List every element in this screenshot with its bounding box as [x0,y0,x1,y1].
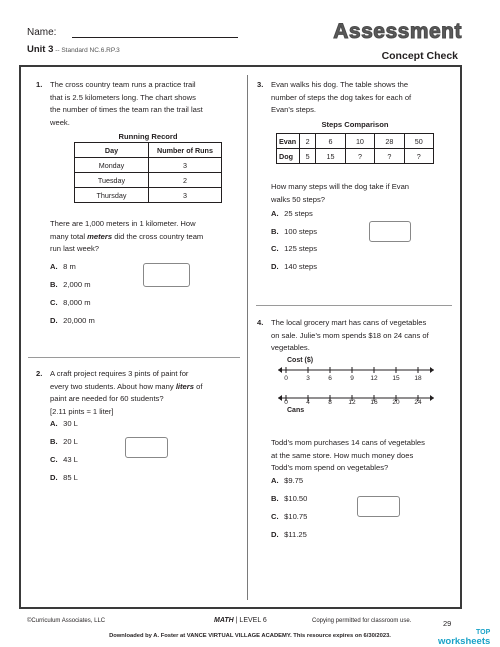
table-cell: 2 [149,173,222,188]
option-letter: C. [271,244,279,253]
option-text: $10.75 [284,512,308,521]
q2-answer-box[interactable] [125,437,168,458]
q3-line: Evan walks his dog. The table shows the [271,80,409,89]
cost-axis-label: Cost ($) [287,357,314,364]
right-separator [256,305,452,306]
table-row-header: Evan [277,134,300,149]
q3-option-c[interactable] [271,244,317,253]
tick-label: 3 [306,375,310,382]
q1-prompt-line [50,231,246,244]
name-label: Name: [27,27,57,38]
q4-option-c[interactable] [271,512,307,521]
column-divider [247,75,248,600]
q1-answer-box[interactable] [143,263,190,287]
logo-bottom: worksheets [438,636,491,647]
option-letter: B. [271,227,279,236]
tick-label: 16 [370,399,378,406]
option-text: 85 L [63,473,78,482]
cans-number-line [276,392,436,404]
tick-label: 4 [306,399,310,406]
table-cell: 3 [149,158,222,173]
unit-label: Unit 3 [27,44,54,55]
subject-label: MATH [214,617,234,624]
q4-option-a[interactable] [271,476,303,485]
q1-line: The cross country team runs a practice trail [50,80,196,89]
table-cell: 10 [345,134,374,149]
tick-label: 15 [392,375,400,382]
option-letter: B. [50,280,58,289]
q1-line: that is 2.5 kilometers long. The chart shows [50,92,196,102]
q1-prompt-line: run last week? [50,244,99,253]
running-record-title: Running Record [118,132,178,141]
option-text: 8 m [63,262,76,271]
option-text: 30 L [63,419,78,428]
arrow-head [278,367,282,373]
question-1-number: 1. [36,80,43,89]
option-letter: A. [50,262,58,271]
table-row [277,149,434,164]
table-cell: 2 [300,134,316,149]
name-input-line[interactable] [72,37,238,38]
assessment-title: Assessment [333,20,462,43]
q2-emphasis: liters [175,381,194,391]
tick-label: 0 [284,375,288,382]
q2-option-a[interactable] [50,419,78,428]
option-text: 20 L [63,437,78,446]
option-letter: D. [50,316,58,325]
q4-line: The local grocery mart has cans of vegetables [271,318,427,327]
q4-line: on sale. Julie’s mom spends $18 on 24 cans of [271,330,429,340]
q3-question-line: How many steps will the dog take if Evan [271,182,410,191]
table-cell: ? [404,149,433,164]
logo-top: TOP [476,629,491,636]
table-cell: Thursday [75,188,149,203]
option-letter: D. [271,262,279,271]
q2-line: [2.11 pints ≈ 1 liter] [50,406,114,416]
option-letter: C. [50,298,58,307]
running-record-table [74,142,222,203]
option-letter: D. [271,530,279,539]
page-number: 29 [443,619,452,628]
table-row-header: Dog [277,149,300,164]
option-text: $11.25 [284,530,307,539]
q3-line: number of steps the dog takes for each of [271,92,412,102]
q3-question [271,181,461,206]
steps-comparison-title: Steps Comparison [321,120,389,129]
table-row [75,158,222,173]
table-cell: 15 [316,149,345,164]
option-letter: D. [50,473,58,482]
question-4-number: 4. [257,318,264,327]
option-text: 140 steps [284,262,318,271]
arrow-head [278,395,282,401]
q3-option-b[interactable] [271,227,317,236]
tick-label: 9 [350,375,354,382]
option-text: 125 steps [284,244,318,253]
q4-question-line: Todd’s mom spend on vegetables? [271,463,389,472]
q1-line: week. [50,117,70,127]
table-cell: ? [375,149,404,164]
q2-option-c[interactable] [50,455,78,464]
option-letter: C. [50,455,58,464]
q1-prompt [50,218,246,256]
q1-line: the number of times the team ran the trail last [50,105,203,114]
table-cell: 28 [375,134,404,149]
question-2 [36,368,246,418]
q1-option-a[interactable] [50,262,76,271]
q2-option-b[interactable] [50,437,78,446]
tick-label: 24 [414,399,422,406]
q2-line: paint are needed for 60 students? [50,394,164,403]
cans-axis-label: Cans [287,407,305,414]
tick-label: 12 [348,399,356,406]
arrow-head [430,367,434,373]
option-text: 20,000 m [63,316,95,325]
option-text: 100 steps [284,227,318,236]
level-label: | LEVEL 6 [235,617,267,624]
q4-question [271,437,461,475]
steps-comparison-table [276,133,434,164]
q1-option-c[interactable] [50,298,91,307]
option-text: 8,000 m [63,298,91,307]
q1-prompt-line: There are 1,000 meters in 1 kilometer. How [50,219,196,228]
tick-label: 8 [328,399,332,406]
table-cell: ? [345,149,374,164]
q3-option-a[interactable] [271,209,313,218]
option-letter: B. [271,494,279,503]
question-3-number: 3. [257,80,264,89]
table-header: Day [75,143,149,158]
option-letter: A. [50,419,58,428]
cost-number-line [276,364,436,376]
arrow-head [430,395,434,401]
q1-option-b[interactable] [50,280,91,289]
q3-line: Evan’s steps. [271,105,317,114]
q2-line-part: of [196,381,203,391]
q2-line-part: every two students. About how many [50,381,174,391]
tick-label: 0 [284,399,288,406]
left-separator [28,357,240,358]
table-cell: 6 [316,134,345,149]
option-letter: C. [271,512,279,521]
q4-option-d[interactable] [271,530,307,539]
q2-line [50,381,246,394]
q4-answer-box[interactable] [357,496,400,517]
tick-label: 18 [414,375,422,382]
option-text: 2,000 m [63,280,91,289]
q4-question-line: at the same store. How much money does [271,450,414,460]
option-letter: B. [50,437,58,446]
option-text: $10.50 [284,494,308,503]
assessment-badge [333,20,462,44]
q1-option-d[interactable] [50,316,95,325]
table-cell: 50 [404,134,433,149]
option-letter: A. [271,209,279,218]
table-header: Number of Runs [149,143,222,158]
table-row [277,134,434,149]
q1-prompt-part: many total [50,231,86,241]
subject-level [214,617,267,624]
table-cell: Tuesday [75,173,149,188]
q3-question-line: walks 50 steps? [271,194,326,204]
table-cell: Monday [75,158,149,173]
question-3 [257,79,457,117]
question-4 [257,317,461,355]
option-letter: A. [271,476,279,485]
q3-answer-box[interactable] [369,221,411,242]
option-text: 25 steps [284,209,313,218]
q1-prompt-emphasis: meters [87,231,113,241]
table-row [75,173,222,188]
copyright-text: ©Curriculum Associates, LLC [27,618,106,624]
q2-line: A craft project requires 3 pints of paint for [50,369,189,378]
download-notice: Downloaded by A. Foster at VANCE VIRTUAL VILLAGE ACADEMY. This resource expires on 6/30/2023. [109,633,391,639]
q1-prompt-part: did the cross country team [114,231,204,241]
question-1 [36,79,246,129]
tick-label: 12 [370,375,378,382]
tick-label: 6 [328,375,332,382]
topworksheets-logo [438,628,490,646]
q4-line: vegetables. [271,343,310,352]
standard-code: -- Standard NC.6.RP.3 [53,47,120,54]
q2-option-d[interactable] [50,473,78,482]
table-row [75,188,222,203]
q3-option-d[interactable] [271,262,317,271]
option-text: 43 L [63,455,78,464]
concept-check-subtitle: Concept Check [381,50,458,62]
permission-text: Copying permitted for classroom use. [312,618,412,624]
table-cell: 3 [149,188,222,203]
table-cell: 5 [300,149,316,164]
option-text: $9.75 [284,476,304,485]
q4-option-b[interactable] [271,494,307,503]
unit-standard [27,44,120,55]
q4-question-line: Todd’s mom purchases 14 cans of vegetables [271,438,425,447]
question-2-number: 2. [36,369,43,378]
tick-label: 20 [392,399,400,406]
